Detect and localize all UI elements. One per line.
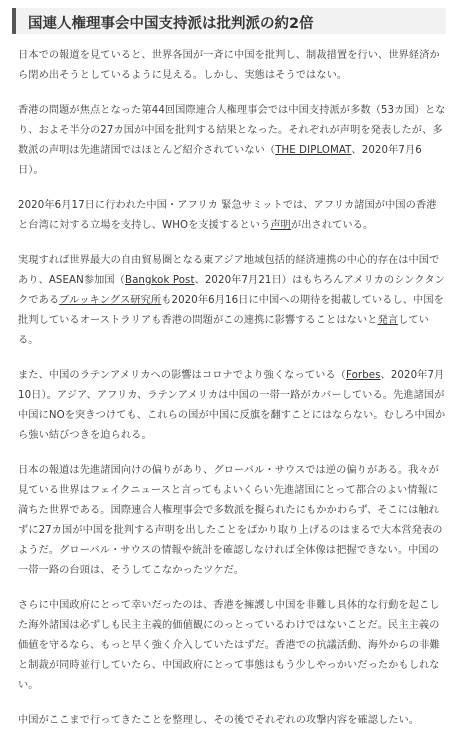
article-body (18, 46, 446, 746)
paragraph-text: 日本での報道を見ていると、世界各国が一斉に中国を批判し、制裁措置を行い、世界経済から閉め出そうとしているように見える。しかし、実態はそうではない。 (18, 50, 440, 81)
source-link[interactable]: Forbes (345, 370, 381, 381)
source-link[interactable]: THE DIPLOMAT (275, 145, 352, 156)
paragraph-text: 日本の報道は先進諸国向けの偏りがあり、グローバル・サウスでは逆の偏りがある。我々が見ている世界はフェイクニュースと言ってもよいくらい先進諸国にとって都合のよい情報に満ちた世界である。国際連合人権理事会で多数派を擬られたにもかかわらず、そこには触れずに27カ国が中国を批判する声明を出したことをばかり取り上げるのはまるで大本営発表のようだ。グローバル・サウスの情報や統計を確認しなければ全体像は把握できない。中国の一帯一路の台頭は、そうしてこなかったツケだ。 (18, 465, 443, 576)
article-paragraph (18, 251, 446, 351)
article-paragraph (18, 366, 446, 446)
paragraph-text: も2020年6月16日に中国への期待を掲載しているし、中国を批判しているオーストラリアも香港の問題がこの連携に影響することはないと (18, 295, 444, 326)
article-paragraph (18, 596, 446, 696)
source-link[interactable]: ブルッキングス研究所 (59, 295, 162, 306)
paragraph-text: 、2020年7月10日）。アジア、アフリカ、ラテンアメリカは中国の一帯一路がカバーしている。先進諸国が中国にNOを突きつけても、これらの国が中国に反旗を翻すことにはならない。むしろ中国から強い結びつきを迫られる。 (18, 370, 446, 441)
paragraph-text: 、2020年7月6日）。 (18, 145, 422, 176)
paragraph-text: 実現すれば世界最大の自由貿易圏となる東アジア地域包括的経済連携の中心的存在は中国であり、ASEAN参加国（ (18, 255, 440, 286)
article-paragraph (18, 101, 446, 181)
source-link[interactable]: 発言 (377, 315, 399, 326)
paragraph-text: 中国がここまで行ってきたことを整理し、その後でそれぞれの攻撃内容を確認したい。 (18, 715, 420, 726)
article-paragraph (18, 46, 446, 86)
section-heading: 国連人権理事会中国支持派は批判派の約2倍 (12, 8, 446, 34)
paragraph-text: 香港の問題が焦点となった第44回国際連合人権理事会では中国支持派が多数（53カ国）となり、およそ半分の27カ国が中国を批判する結果となった。それぞれが声明を発表したが、多数派の声明は先進諸国ではほとんど紹介されていない（ (18, 105, 446, 156)
paragraph-text: している。 (18, 315, 430, 346)
paragraph-text: 、2020年7月21日）はもちろんアメリカのシンクタンクである (18, 275, 446, 306)
paragraph-text: さらに中国政府にとって幸いだったのは、香港を擁護し中国を非難し具体的な行動を起こした海外諸国は必ずしも民主主義的価値観にのっとっているわけではないことだ。民主主義の価値を守るなら、もっと早く強く介入していたはずだ。香港での抗議活動、海外からの非難と制裁が同時並行していたら、中国政府にとって事態はもう少しやっかいだったかもしれない。 (18, 600, 440, 691)
paragraph-text: が出されている。 (290, 220, 374, 231)
source-link[interactable]: 声明 (270, 220, 291, 231)
article-paragraph (18, 711, 446, 731)
article-paragraph (18, 461, 446, 581)
source-link[interactable]: Bangkok Post (124, 275, 195, 286)
paragraph-text: 2020年6月17日に行われた中国・アフリカ 緊急サミットでは、アフリカ諸国が中国の香港と台湾に対する立場を支持し、WHOを支援するという (18, 200, 437, 231)
article-paragraph (18, 196, 446, 236)
paragraph-text: また、中国のラテンアメリカへの影響はコロナでより強くなっている（ (18, 370, 346, 381)
